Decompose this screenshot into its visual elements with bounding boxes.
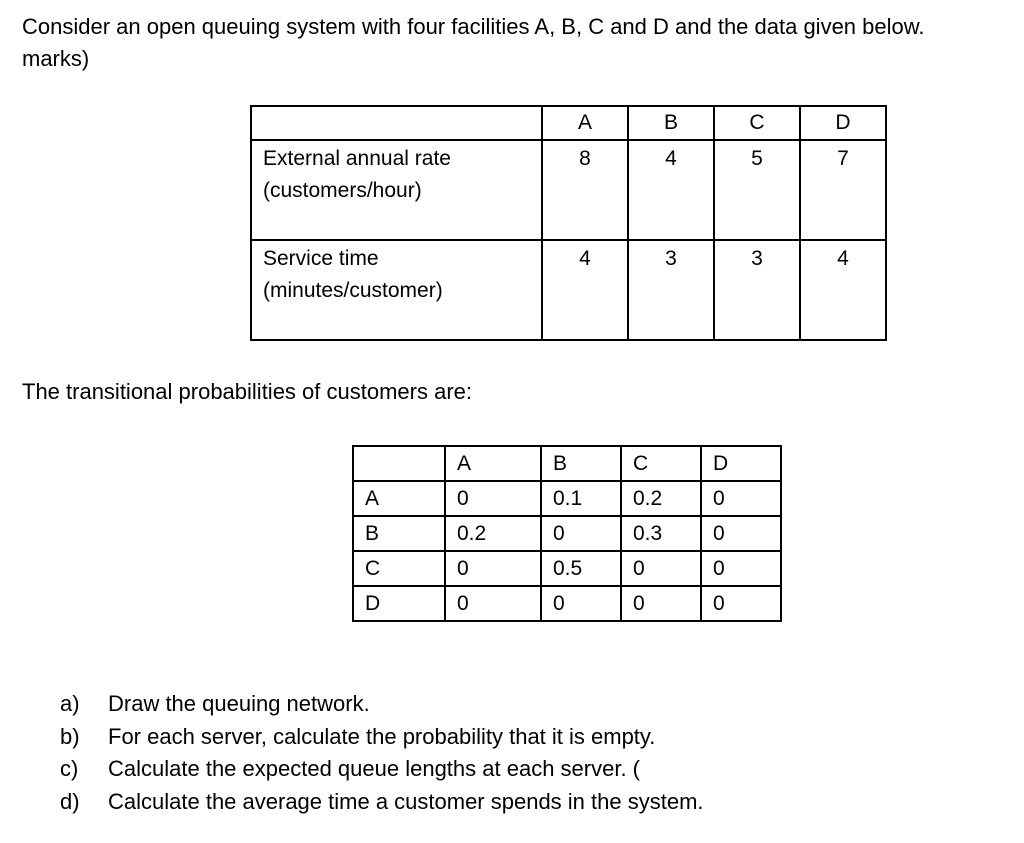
table-cell: 0.3 [621, 516, 701, 551]
column-header-d: D [800, 106, 886, 140]
column-header-b: B [541, 446, 621, 481]
table-row [251, 240, 886, 340]
transition-probability-table [352, 445, 782, 622]
table-row [251, 140, 886, 240]
table-cell: 0.5 [541, 551, 621, 586]
table-cell: 0 [701, 586, 781, 621]
table-cell: 0 [701, 481, 781, 516]
table-header-row [251, 106, 886, 140]
table-cell: 0.2 [621, 481, 701, 516]
column-header-d: D [701, 446, 781, 481]
column-header-c: C [621, 446, 701, 481]
question-marker: d) [60, 788, 80, 814]
row-label-line: (minutes/customer) [263, 279, 443, 302]
table-cell: 0 [541, 516, 621, 551]
table-row [353, 551, 781, 586]
list-item [60, 721, 704, 754]
list-item [60, 753, 704, 786]
list-item [60, 688, 704, 721]
question-marker: c) [60, 756, 79, 781]
table-row [353, 481, 781, 516]
row-label-service-time [251, 240, 542, 340]
table-cell: 0 [621, 551, 701, 586]
question-text: Calculate the expected queue lengths at each server. ( [108, 756, 641, 781]
row-label-c: C [353, 551, 445, 586]
table-cell: 3 [628, 240, 714, 340]
facility-data-table [250, 105, 887, 341]
table-cell: 0 [541, 586, 621, 621]
column-header-a: A [542, 106, 628, 140]
list-item [60, 786, 704, 819]
table-row [353, 586, 781, 621]
question-text: For each server, calculate the probability that it is empty. [108, 723, 656, 749]
table-cell: 5 [714, 140, 800, 240]
table-cell: 0 [701, 516, 781, 551]
row-label-line: Service time [263, 247, 379, 270]
table-cell: 0 [445, 586, 541, 621]
table-cell: 0 [701, 551, 781, 586]
question-text: Calculate the average time a customer spends in the system. [108, 788, 704, 814]
question-marker: b) [60, 723, 80, 749]
row-label-d: D [353, 586, 445, 621]
table-cell: 0 [445, 551, 541, 586]
table-row [353, 516, 781, 551]
table-cell: 0.2 [445, 516, 541, 551]
question-list [60, 688, 704, 818]
column-header-a: A [445, 446, 541, 481]
row-label-line: External annual rate [263, 147, 451, 170]
row-label-a: A [353, 481, 445, 516]
intro-text-line-2: marks) [22, 46, 90, 71]
question-marker: a) [60, 691, 80, 716]
column-header-b: B [628, 106, 714, 140]
table-cell: 8 [542, 140, 628, 240]
row-label-external-rate [251, 140, 542, 240]
table-header-corner [251, 106, 542, 140]
table-cell: 4 [628, 140, 714, 240]
table-cell: 0.1 [541, 481, 621, 516]
table-cell: 4 [800, 240, 886, 340]
row-label-b: B [353, 516, 445, 551]
table-cell: 0 [621, 586, 701, 621]
column-header-c: C [714, 106, 800, 140]
table-cell: 4 [542, 240, 628, 340]
table-header-corner [353, 446, 445, 481]
question-text: Draw the queuing network. [108, 691, 370, 716]
table-cell: 0 [445, 481, 541, 516]
intro-text-line-1: Consider an open queuing system with four facilities A, B, C and D and the data given below. [22, 14, 925, 39]
table-cell: 3 [714, 240, 800, 340]
transition-title: The transitional probabilities of customers are: [22, 379, 472, 404]
row-label-line: (customers/hour) [263, 179, 422, 202]
table-cell: 7 [800, 140, 886, 240]
table-header-row [353, 446, 781, 481]
